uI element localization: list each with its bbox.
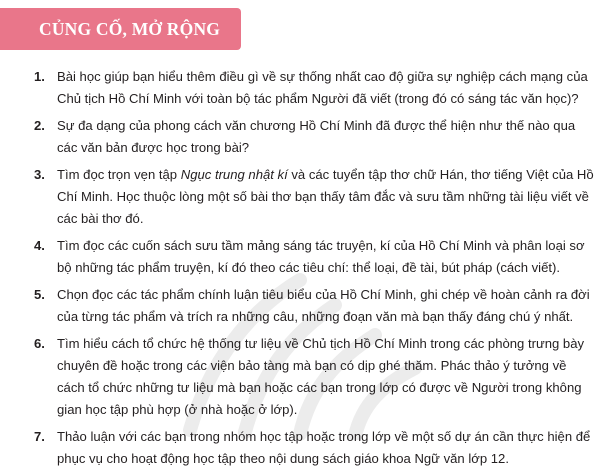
- list-item: [34, 284, 596, 328]
- item-number: 3.: [34, 167, 45, 182]
- list-item: [34, 115, 596, 159]
- item-number: 4.: [34, 238, 45, 253]
- item-text: [57, 167, 594, 226]
- list-item: [34, 66, 596, 110]
- item-text: Sự đa dạng của phong cách văn chương Hồ Chí Minh đã được thể hiện như thế nào qua các văn bản được học trong bài?: [57, 118, 576, 155]
- list-item: [34, 164, 596, 230]
- item-text-part: và các tuyển tập thơ chữ Hán, thơ tiếng Việt của Hồ Chí Minh. Học thuộc lòng một số bài thơ bạn thấy tâm đắc và sưu tầm những tài liệu viết về các bài thơ đó.: [57, 167, 594, 226]
- item-number: 7.: [34, 429, 45, 444]
- section-header: [0, 8, 241, 50]
- section-title: CỦNG CỐ, MỞ RỘNG: [39, 19, 221, 39]
- item-number: 5.: [34, 287, 45, 302]
- item-text: Thảo luận với các bạn trong nhóm học tập hoặc trong lớp về một số dự án cần thực hiện để phục vụ cho hoạt động học tập theo nội dung sách giáo khoa Ngữ văn lớp 12.: [57, 429, 591, 466]
- item-text-part: Tìm đọc trọn vẹn tập: [57, 167, 181, 182]
- item-number: 1.: [34, 69, 45, 84]
- item-text: Bài học giúp bạn hiểu thêm điều gì về sự thống nhất cao độ giữa sự nghiệp cách mạng của Chủ tịch Hồ Chí Minh với toàn bộ tác phẩm Người đã viết (trong đó có sáng tác văn học)?: [57, 69, 588, 106]
- list-item: [34, 426, 596, 470]
- item-number: 6.: [34, 336, 45, 351]
- book-title: Ngục trung nhật kí: [180, 167, 288, 182]
- question-list: [34, 66, 596, 475]
- list-item: [34, 235, 596, 279]
- list-item: [34, 333, 596, 421]
- item-text: Chọn đọc các tác phẩm chính luận tiêu biểu của Hồ Chí Minh, ghi chép về hoàn cảnh ra đời của từng tác phẩm và trích ra những câu, những đoạn văn mà bạn thấy đáng chú ý nhất.: [57, 287, 590, 324]
- item-text: Tìm hiểu cách tổ chức hệ thống tư liệu về Chủ tịch Hồ Chí Minh trong các phòng trưng bày chuyên đề hoặc trong các viện bảo tàng mà bạn có dịp ghé thăm. Phác thảo ý tưởng về cách tổ chức những tư liệu mà bạn hoặc các bạn trong lớp có được về Người trong không gian học tập phù hợp (ở nhà hoặc ở lớp).: [57, 336, 585, 417]
- item-number: 2.: [34, 118, 45, 133]
- item-text: Tìm đọc các cuốn sách sưu tầm mảng sáng tác truyện, kí của Hồ Chí Minh và phân loại sơ bộ những tác phẩm truyện, kí đó theo các tiêu chí: thể loại, đề tài, bút pháp (cách viết).: [57, 238, 585, 275]
